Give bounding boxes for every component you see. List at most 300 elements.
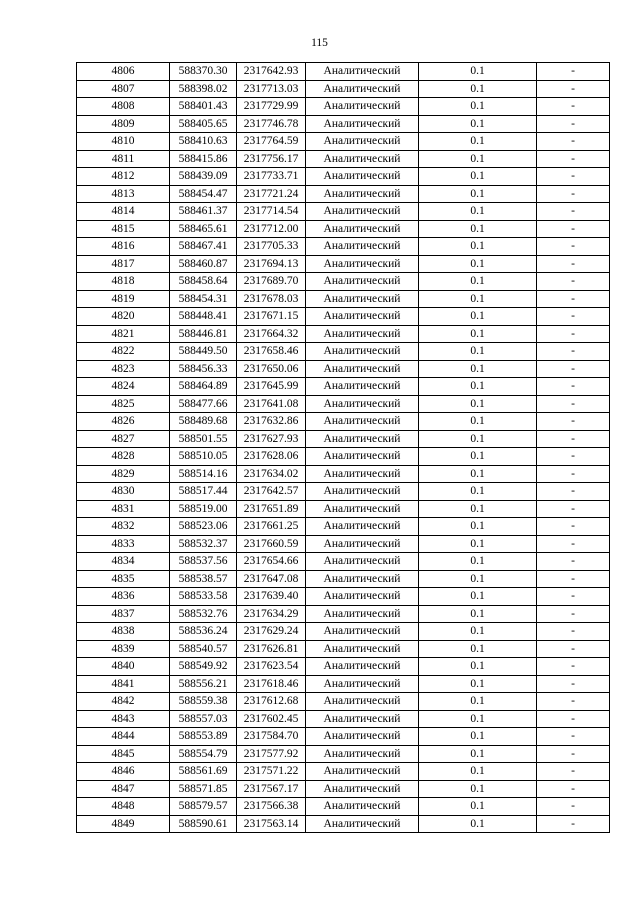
dash-cell: -: [537, 413, 610, 431]
method-cell: Аналитический: [306, 413, 419, 431]
y-coordinate-cell: 2317563.14: [237, 815, 306, 833]
point-number-cell: 4822: [77, 343, 170, 361]
method-cell: Аналитический: [306, 115, 419, 133]
table-row: [77, 378, 610, 396]
method-cell: Аналитический: [306, 343, 419, 361]
y-coordinate-cell: 2317651.89: [237, 500, 306, 518]
method-cell: Аналитический: [306, 675, 419, 693]
y-coordinate-cell: 2317721.24: [237, 185, 306, 203]
method-cell: Аналитический: [306, 273, 419, 291]
point-number-cell: 4808: [77, 98, 170, 116]
y-coordinate-cell: 2317654.66: [237, 553, 306, 571]
y-coordinate-cell: 2317746.78: [237, 115, 306, 133]
dash-cell: -: [537, 185, 610, 203]
point-number-cell: 4841: [77, 675, 170, 693]
dash-cell: -: [537, 273, 610, 291]
accuracy-cell: 0.1: [419, 63, 537, 81]
point-number-cell: 4811: [77, 150, 170, 168]
dash-cell: -: [537, 535, 610, 553]
x-coordinate-cell: 588456.33: [170, 360, 237, 378]
point-number-cell: 4845: [77, 745, 170, 763]
x-coordinate-cell: 588523.06: [170, 518, 237, 536]
table-row: [77, 308, 610, 326]
table-row: [77, 360, 610, 378]
x-coordinate-cell: 588514.16: [170, 465, 237, 483]
method-cell: Аналитический: [306, 430, 419, 448]
table-row: [77, 133, 610, 151]
dash-cell: -: [537, 325, 610, 343]
accuracy-cell: 0.1: [419, 395, 537, 413]
table-row: [77, 763, 610, 781]
dash-cell: -: [537, 360, 610, 378]
method-cell: Аналитический: [306, 325, 419, 343]
accuracy-cell: 0.1: [419, 98, 537, 116]
method-cell: Аналитический: [306, 63, 419, 81]
dash-cell: -: [537, 693, 610, 711]
accuracy-cell: 0.1: [419, 308, 537, 326]
dash-cell: -: [537, 658, 610, 676]
y-coordinate-cell: 2317632.86: [237, 413, 306, 431]
method-cell: Аналитический: [306, 168, 419, 186]
x-coordinate-cell: 588370.30: [170, 63, 237, 81]
point-number-cell: 4831: [77, 500, 170, 518]
method-cell: Аналитический: [306, 710, 419, 728]
y-coordinate-cell: 2317678.03: [237, 290, 306, 308]
table-row: [77, 220, 610, 238]
method-cell: Аналитический: [306, 220, 419, 238]
y-coordinate-cell: 2317612.68: [237, 693, 306, 711]
point-number-cell: 4813: [77, 185, 170, 203]
method-cell: Аналитический: [306, 290, 419, 308]
x-coordinate-cell: 588590.61: [170, 815, 237, 833]
dash-cell: -: [537, 518, 610, 536]
y-coordinate-cell: 2317639.40: [237, 588, 306, 606]
y-coordinate-cell: 2317634.02: [237, 465, 306, 483]
dash-cell: -: [537, 430, 610, 448]
table-row: [77, 728, 610, 746]
x-coordinate-cell: 588554.79: [170, 745, 237, 763]
accuracy-cell: 0.1: [419, 465, 537, 483]
y-coordinate-cell: 2317642.93: [237, 63, 306, 81]
accuracy-cell: 0.1: [419, 133, 537, 151]
x-coordinate-cell: 588398.02: [170, 80, 237, 98]
accuracy-cell: 0.1: [419, 728, 537, 746]
y-coordinate-cell: 2317712.00: [237, 220, 306, 238]
method-cell: Аналитический: [306, 238, 419, 256]
point-number-cell: 4843: [77, 710, 170, 728]
table-row: [77, 570, 610, 588]
table-row: [77, 745, 610, 763]
x-coordinate-cell: 588540.57: [170, 640, 237, 658]
method-cell: Аналитический: [306, 815, 419, 833]
method-cell: Аналитический: [306, 693, 419, 711]
accuracy-cell: 0.1: [419, 220, 537, 238]
dash-cell: -: [537, 98, 610, 116]
table-row: [77, 290, 610, 308]
dash-cell: -: [537, 815, 610, 833]
accuracy-cell: 0.1: [419, 150, 537, 168]
accuracy-cell: 0.1: [419, 238, 537, 256]
dash-cell: -: [537, 745, 610, 763]
accuracy-cell: 0.1: [419, 798, 537, 816]
table-row: [77, 693, 610, 711]
method-cell: Аналитический: [306, 763, 419, 781]
y-coordinate-cell: 2317584.70: [237, 728, 306, 746]
table-row: [77, 658, 610, 676]
accuracy-cell: 0.1: [419, 255, 537, 273]
dash-cell: -: [537, 395, 610, 413]
dash-cell: -: [537, 168, 610, 186]
accuracy-cell: 0.1: [419, 203, 537, 221]
accuracy-cell: 0.1: [419, 115, 537, 133]
accuracy-cell: 0.1: [419, 605, 537, 623]
accuracy-cell: 0.1: [419, 623, 537, 641]
dash-cell: -: [537, 343, 610, 361]
y-coordinate-cell: 2317671.15: [237, 308, 306, 326]
dash-cell: -: [537, 763, 610, 781]
point-number-cell: 4815: [77, 220, 170, 238]
x-coordinate-cell: 588519.00: [170, 500, 237, 518]
table-row: [77, 80, 610, 98]
table-row: [77, 798, 610, 816]
x-coordinate-cell: 588454.31: [170, 290, 237, 308]
point-number-cell: 4837: [77, 605, 170, 623]
y-coordinate-cell: 2317641.08: [237, 395, 306, 413]
table-row: [77, 605, 610, 623]
point-number-cell: 4807: [77, 80, 170, 98]
table-row: [77, 98, 610, 116]
accuracy-cell: 0.1: [419, 413, 537, 431]
x-coordinate-cell: 588405.65: [170, 115, 237, 133]
table-row: [77, 63, 610, 81]
y-coordinate-cell: 2317577.92: [237, 745, 306, 763]
x-coordinate-cell: 588501.55: [170, 430, 237, 448]
y-coordinate-cell: 2317645.99: [237, 378, 306, 396]
y-coordinate-cell: 2317626.81: [237, 640, 306, 658]
x-coordinate-cell: 588510.05: [170, 448, 237, 466]
accuracy-cell: 0.1: [419, 815, 537, 833]
dash-cell: -: [537, 500, 610, 518]
dash-cell: -: [537, 798, 610, 816]
accuracy-cell: 0.1: [419, 553, 537, 571]
dash-cell: -: [537, 203, 610, 221]
table-row: [77, 448, 610, 466]
dash-cell: -: [537, 238, 610, 256]
point-number-cell: 4821: [77, 325, 170, 343]
table-row: [77, 710, 610, 728]
accuracy-cell: 0.1: [419, 80, 537, 98]
y-coordinate-cell: 2317571.22: [237, 763, 306, 781]
dash-cell: -: [537, 623, 610, 641]
x-coordinate-cell: 588537.56: [170, 553, 237, 571]
x-coordinate-cell: 588467.41: [170, 238, 237, 256]
accuracy-cell: 0.1: [419, 483, 537, 501]
y-coordinate-cell: 2317618.46: [237, 675, 306, 693]
method-cell: Аналитический: [306, 465, 419, 483]
y-coordinate-cell: 2317627.93: [237, 430, 306, 448]
dash-cell: -: [537, 483, 610, 501]
method-cell: Аналитический: [306, 360, 419, 378]
y-coordinate-cell: 2317628.06: [237, 448, 306, 466]
y-coordinate-cell: 2317623.54: [237, 658, 306, 676]
x-coordinate-cell: 588410.63: [170, 133, 237, 151]
accuracy-cell: 0.1: [419, 693, 537, 711]
point-number-cell: 4823: [77, 360, 170, 378]
point-number-cell: 4844: [77, 728, 170, 746]
table-row: [77, 203, 610, 221]
x-coordinate-cell: 588465.61: [170, 220, 237, 238]
accuracy-cell: 0.1: [419, 640, 537, 658]
x-coordinate-cell: 588461.37: [170, 203, 237, 221]
table-row: [77, 413, 610, 431]
x-coordinate-cell: 588449.50: [170, 343, 237, 361]
table-row: [77, 500, 610, 518]
y-coordinate-cell: 2317566.38: [237, 798, 306, 816]
accuracy-cell: 0.1: [419, 500, 537, 518]
dash-cell: -: [537, 63, 610, 81]
table-row: [77, 518, 610, 536]
table-row: [77, 623, 610, 641]
x-coordinate-cell: 588532.37: [170, 535, 237, 553]
dash-cell: -: [537, 255, 610, 273]
accuracy-cell: 0.1: [419, 570, 537, 588]
method-cell: Аналитический: [306, 80, 419, 98]
method-cell: Аналитический: [306, 185, 419, 203]
y-coordinate-cell: 2317650.06: [237, 360, 306, 378]
point-number-cell: 4846: [77, 763, 170, 781]
x-coordinate-cell: 588460.87: [170, 255, 237, 273]
y-coordinate-cell: 2317661.25: [237, 518, 306, 536]
method-cell: Аналитический: [306, 500, 419, 518]
y-coordinate-cell: 2317689.70: [237, 273, 306, 291]
table-row: [77, 675, 610, 693]
dash-cell: -: [537, 308, 610, 326]
accuracy-cell: 0.1: [419, 430, 537, 448]
point-number-cell: 4810: [77, 133, 170, 151]
accuracy-cell: 0.1: [419, 518, 537, 536]
dash-cell: -: [537, 220, 610, 238]
x-coordinate-cell: 588401.43: [170, 98, 237, 116]
point-number-cell: 4814: [77, 203, 170, 221]
table-row: [77, 465, 610, 483]
dash-cell: -: [537, 553, 610, 571]
table-row: [77, 588, 610, 606]
x-coordinate-cell: 588464.89: [170, 378, 237, 396]
point-number-cell: 4835: [77, 570, 170, 588]
accuracy-cell: 0.1: [419, 535, 537, 553]
dash-cell: -: [537, 605, 610, 623]
x-coordinate-cell: 588553.89: [170, 728, 237, 746]
x-coordinate-cell: 588533.58: [170, 588, 237, 606]
point-number-cell: 4838: [77, 623, 170, 641]
coordinates-table: [76, 62, 610, 833]
x-coordinate-cell: 588477.66: [170, 395, 237, 413]
method-cell: Аналитический: [306, 570, 419, 588]
accuracy-cell: 0.1: [419, 360, 537, 378]
method-cell: Аналитический: [306, 535, 419, 553]
y-coordinate-cell: 2317756.17: [237, 150, 306, 168]
method-cell: Аналитический: [306, 553, 419, 571]
table-row: [77, 273, 610, 291]
y-coordinate-cell: 2317664.32: [237, 325, 306, 343]
point-number-cell: 4809: [77, 115, 170, 133]
y-coordinate-cell: 2317733.71: [237, 168, 306, 186]
method-cell: Аналитический: [306, 395, 419, 413]
table-row: [77, 780, 610, 798]
point-number-cell: 4828: [77, 448, 170, 466]
x-coordinate-cell: 588415.86: [170, 150, 237, 168]
method-cell: Аналитический: [306, 605, 419, 623]
accuracy-cell: 0.1: [419, 185, 537, 203]
table-row: [77, 150, 610, 168]
y-coordinate-cell: 2317764.59: [237, 133, 306, 151]
method-cell: Аналитический: [306, 518, 419, 536]
point-number-cell: 4842: [77, 693, 170, 711]
table-row: [77, 255, 610, 273]
accuracy-cell: 0.1: [419, 325, 537, 343]
x-coordinate-cell: 588448.41: [170, 308, 237, 326]
method-cell: Аналитический: [306, 255, 419, 273]
point-number-cell: 4827: [77, 430, 170, 448]
table-row: [77, 238, 610, 256]
y-coordinate-cell: 2317714.54: [237, 203, 306, 221]
accuracy-cell: 0.1: [419, 745, 537, 763]
method-cell: Аналитический: [306, 658, 419, 676]
method-cell: Аналитический: [306, 308, 419, 326]
point-number-cell: 4847: [77, 780, 170, 798]
point-number-cell: 4849: [77, 815, 170, 833]
method-cell: Аналитический: [306, 203, 419, 221]
point-number-cell: 4824: [77, 378, 170, 396]
x-coordinate-cell: 588446.81: [170, 325, 237, 343]
dash-cell: -: [537, 780, 610, 798]
x-coordinate-cell: 588556.21: [170, 675, 237, 693]
method-cell: Аналитический: [306, 798, 419, 816]
coordinates-table-body: [77, 63, 610, 833]
point-number-cell: 4816: [77, 238, 170, 256]
dash-cell: -: [537, 588, 610, 606]
dash-cell: -: [537, 115, 610, 133]
point-number-cell: 4826: [77, 413, 170, 431]
table-row: [77, 395, 610, 413]
x-coordinate-cell: 588489.68: [170, 413, 237, 431]
point-number-cell: 4839: [77, 640, 170, 658]
x-coordinate-cell: 588561.69: [170, 763, 237, 781]
x-coordinate-cell: 588458.64: [170, 273, 237, 291]
dash-cell: -: [537, 378, 610, 396]
y-coordinate-cell: 2317713.03: [237, 80, 306, 98]
y-coordinate-cell: 2317658.46: [237, 343, 306, 361]
accuracy-cell: 0.1: [419, 343, 537, 361]
dash-cell: -: [537, 570, 610, 588]
x-coordinate-cell: 588579.57: [170, 798, 237, 816]
dash-cell: -: [537, 448, 610, 466]
table-row: [77, 815, 610, 833]
accuracy-cell: 0.1: [419, 448, 537, 466]
point-number-cell: 4848: [77, 798, 170, 816]
dash-cell: -: [537, 675, 610, 693]
accuracy-cell: 0.1: [419, 780, 537, 798]
accuracy-cell: 0.1: [419, 675, 537, 693]
point-number-cell: 4819: [77, 290, 170, 308]
point-number-cell: 4834: [77, 553, 170, 571]
point-number-cell: 4817: [77, 255, 170, 273]
method-cell: Аналитический: [306, 728, 419, 746]
accuracy-cell: 0.1: [419, 273, 537, 291]
dash-cell: -: [537, 80, 610, 98]
dash-cell: -: [537, 290, 610, 308]
x-coordinate-cell: 588538.57: [170, 570, 237, 588]
x-coordinate-cell: 588557.03: [170, 710, 237, 728]
accuracy-cell: 0.1: [419, 710, 537, 728]
point-number-cell: 4825: [77, 395, 170, 413]
y-coordinate-cell: 2317647.08: [237, 570, 306, 588]
x-coordinate-cell: 588454.47: [170, 185, 237, 203]
method-cell: Аналитический: [306, 378, 419, 396]
table-row: [77, 343, 610, 361]
point-number-cell: 4830: [77, 483, 170, 501]
method-cell: Аналитический: [306, 588, 419, 606]
point-number-cell: 4836: [77, 588, 170, 606]
table-row: [77, 430, 610, 448]
method-cell: Аналитический: [306, 640, 419, 658]
table-row: [77, 115, 610, 133]
page-number: 115: [311, 37, 328, 49]
point-number-cell: 4818: [77, 273, 170, 291]
method-cell: Аналитический: [306, 780, 419, 798]
y-coordinate-cell: 2317642.57: [237, 483, 306, 501]
method-cell: Аналитический: [306, 133, 419, 151]
point-number-cell: 4806: [77, 63, 170, 81]
method-cell: Аналитический: [306, 483, 419, 501]
point-number-cell: 4829: [77, 465, 170, 483]
dash-cell: -: [537, 465, 610, 483]
accuracy-cell: 0.1: [419, 168, 537, 186]
table-row: [77, 483, 610, 501]
method-cell: Аналитический: [306, 448, 419, 466]
method-cell: Аналитический: [306, 745, 419, 763]
accuracy-cell: 0.1: [419, 378, 537, 396]
method-cell: Аналитический: [306, 150, 419, 168]
accuracy-cell: 0.1: [419, 763, 537, 781]
method-cell: Аналитический: [306, 98, 419, 116]
dash-cell: -: [537, 728, 610, 746]
y-coordinate-cell: 2317602.45: [237, 710, 306, 728]
y-coordinate-cell: 2317694.13: [237, 255, 306, 273]
x-coordinate-cell: 588439.09: [170, 168, 237, 186]
accuracy-cell: 0.1: [419, 290, 537, 308]
x-coordinate-cell: 588571.85: [170, 780, 237, 798]
y-coordinate-cell: 2317567.17: [237, 780, 306, 798]
x-coordinate-cell: 588536.24: [170, 623, 237, 641]
dash-cell: -: [537, 150, 610, 168]
method-cell: Аналитический: [306, 623, 419, 641]
table-row: [77, 185, 610, 203]
accuracy-cell: 0.1: [419, 658, 537, 676]
point-number-cell: 4812: [77, 168, 170, 186]
dash-cell: -: [537, 133, 610, 151]
y-coordinate-cell: 2317629.24: [237, 623, 306, 641]
point-number-cell: 4840: [77, 658, 170, 676]
y-coordinate-cell: 2317729.99: [237, 98, 306, 116]
dash-cell: -: [537, 710, 610, 728]
point-number-cell: 4833: [77, 535, 170, 553]
dash-cell: -: [537, 640, 610, 658]
x-coordinate-cell: 588549.92: [170, 658, 237, 676]
table-row: [77, 553, 610, 571]
table-row: [77, 640, 610, 658]
x-coordinate-cell: 588517.44: [170, 483, 237, 501]
